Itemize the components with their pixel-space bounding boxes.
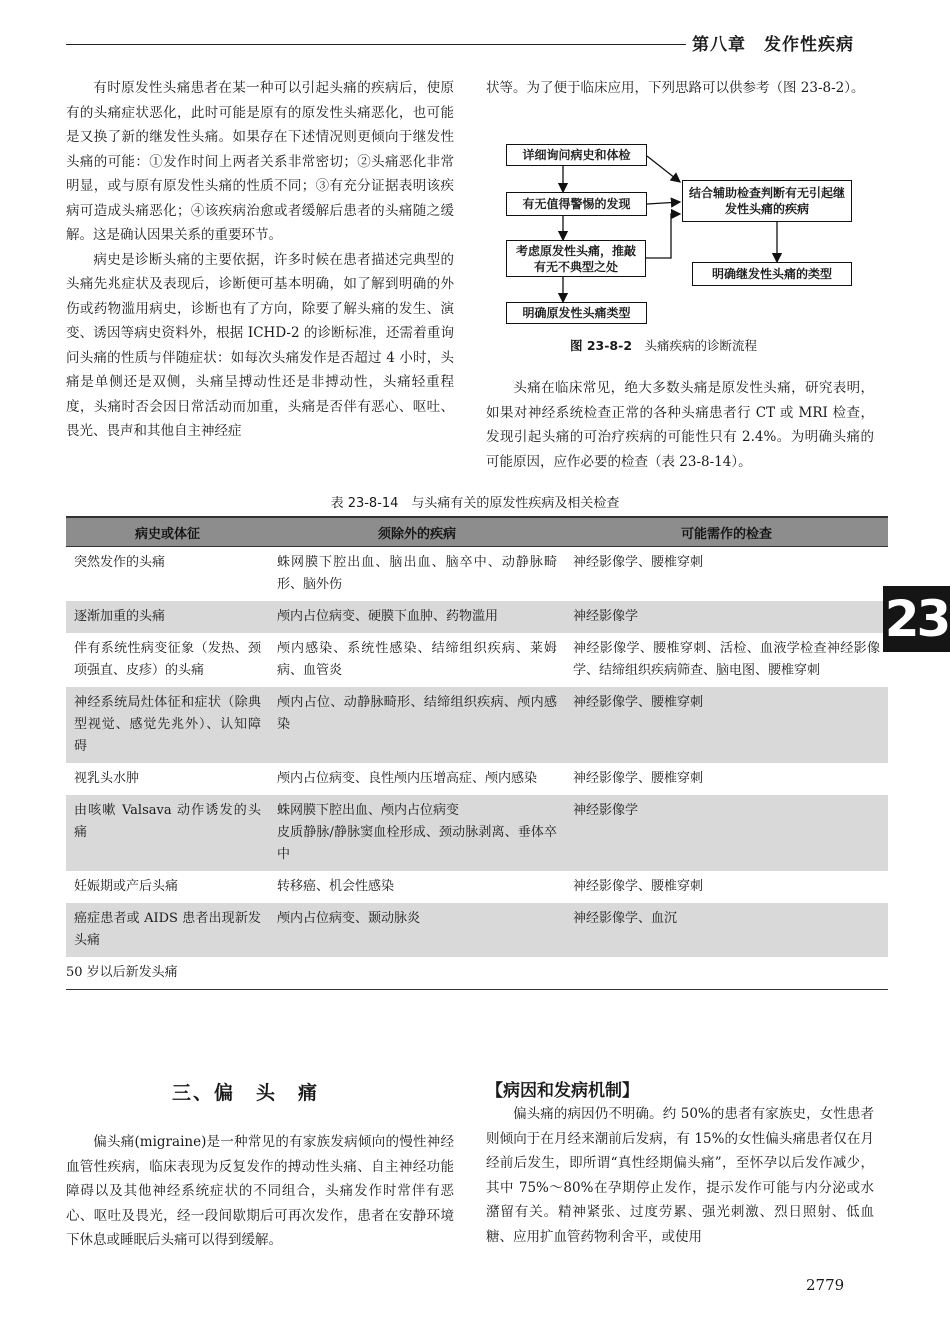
paragraph-prevalence: 头痛在临床常见，绝大多数头痛是原发性头痛，研究表明，如果对神经系统检查正常的各种头痛患者行 CT 或 MRI 检查，发现引起头痛的可治疗疾病的可能性只有 2.4%。为明确头痛的可能原因，应作必要的检查（表 23-8-14）。	[486, 380, 874, 470]
table-row: 癌症患者或 AIDS 患者出现新发头痛 颅内占位病变、颞动脉炎 神经影像学、血沉	[66, 903, 888, 957]
flow-box-history-exam: 详细询问病史和体检	[506, 144, 647, 166]
table-row: 突然发作的头痛 蛛网膜下腔出血、脑出血、脑卒中、动静脉畸形、脑外伤 神经影像学、腰椎穿刺	[74, 555, 704, 592]
paragraph-flow-intro: 状等。为了便于临床应用，下列思路可以供参考（图 23-8-2）。	[486, 80, 865, 96]
flow-box-secondary-type: 明确继发性头痛的类型	[692, 262, 852, 286]
table-row: 妊娠期或产后头痛 转移癌、机会性感染 神经影像学、腰椎穿刺	[74, 879, 704, 894]
figure-caption: 图 23-8-2 头痛疾病的诊断流程	[570, 338, 758, 353]
right-column-intro	[486, 76, 874, 101]
chapter-title: 第八章 发作性疾病	[692, 35, 854, 55]
table-row: 视乳头水肿 颅内占位病变、良性颅内压增高症、颅内感染 神经影像学、腰椎穿刺	[74, 771, 704, 786]
table-header-tests: 可能需作的检查	[565, 517, 888, 547]
paragraph-etiology: 偏头痛的病因仍不明确。约 50%的患者有家族史，女性患者则倾向于在月经来潮前后发病，有 15%的女性偏头痛患者仅在月经前后发生，即所谓“真性经期偏头痛”，至怀孕以后发作减少，其中 75%～80%在孕期停止发作，提示发作可能与内分泌或水潴留有关。精神紧张、过度劳累、强光刺激、烈日照射、低血糖、应用扩血管药物利舍平，或使用	[486, 1106, 874, 1245]
header-rule	[66, 44, 686, 45]
flow-box-warning-signs: 有无值得警惕的发现	[506, 192, 647, 216]
paragraph-secondary-headache: 有时原发性头痛患者在某一种可以引起头痛的疾病后，使原有的头痛症状恶化，此时可能是原有的原发性头痛恶化，也可能是又换了新的继发性头痛。如果存在下述情况则更倾向于继发性头痛的可能：①发作时间上两者关系非常密切；②头痛恶化非常明显，或与原有原发性头痛的性质不同；③有充分证据表明该疾病可造成头痛恶化；④该疾病治愈或者缓解后患者的头痛随之缓解。这是确认因果关系的重要环节。	[66, 80, 454, 243]
table-title: 表 23-8-14 与头痛有关的原发性疾病及相关检查	[330, 496, 620, 511]
page-number: 2779	[806, 1276, 845, 1294]
flow-box-primary-atypical: 考虑原发性头痛，推敲有无不典型之处	[506, 240, 646, 277]
paragraph-migraine-definition: 偏头痛(migraine)是一种常见的有家族发病倾向的慢性神经血管性疾病，临床表现为反复发作的搏动性头痛、自主神经功能障碍以及其他神经系统症状的不同组合，头痛发作时常伴有恶心、呕吐及畏光，经一段间歇期后可再次发作，患者在安静环境下休息或睡眠后头痛可以得到缓解。	[66, 1134, 454, 1248]
etiology-text	[486, 1102, 874, 1249]
table-header-row	[66, 517, 888, 547]
left-column	[66, 76, 454, 444]
right-column-prevalence	[486, 376, 874, 474]
table-header-exclude: 须除外的疾病	[269, 517, 565, 547]
flow-box-primary-type: 明确原发性头痛类型	[506, 302, 647, 324]
migraine-intro	[66, 1130, 454, 1253]
diagnostic-table	[66, 516, 888, 990]
paragraph-history: 病史是诊断头痛的主要依据，许多时候在患者描述完典型的头痛先兆症状及表现后，诊断便可基本明确，如了解到明确的外伤或药物滥用病史，诊断也有了方向，除要了解头痛的发生、演变、诱因等病史资料外，根据 ICHD-2 的诊断标准，还需着重询问头痛的性质与伴随症状：如每次头痛发作是否超过 4 小时，头痛是单侧还是双侧，头痛呈搏动性还是非搏动性，头痛轻重程度，头痛时否会因日常活动而加重，头痛是否伴有恶心、呕吐、畏光、畏声和其他自主神经症	[66, 251, 454, 439]
chapter-tab: 23	[883, 586, 950, 652]
table-header-history: 病史或体征	[66, 517, 269, 547]
flowchart	[486, 130, 886, 330]
table-row: 伴有系统性病变征象（发热、颈项强直、皮疹）的头痛 颅内感染、系统性感染、结缔组织疾病、莱姆病、血管炎 神经影像学、腰椎穿刺、活检、血液学检查神经影像学、结缔组织疾病筛查、脑电图、腰椎穿刺	[74, 641, 880, 678]
section-title: 三、偏 头 痛	[172, 1082, 320, 1104]
table-row: 50 岁以后新发头痛	[66, 957, 888, 990]
subsection-title: 【病因和发病机制】	[486, 1081, 639, 1101]
table-row: 由咳嗽 Valsava 动作诱发的头痛 蛛网膜下腔出血、颅内占位病变 皮质静脉/静脉窦血栓形成、颈动脉剥离、垂体卒中 神经影像学	[66, 795, 888, 871]
table-row: 逐渐加重的头痛 颅内占位病变、硬膜下血肿、药物滥用 神经影像学	[66, 601, 888, 633]
table-row: 神经系统局灶体征和症状（除典型视觉、感觉先兆外）、认知障碍 颅内占位、动静脉畸形、结缔组织疾病、颅内感染 神经影像学、腰椎穿刺	[66, 687, 888, 763]
flow-box-auxiliary-secondary: 结合辅助检查判断有无引起继发性头痛的疾病	[682, 180, 852, 222]
